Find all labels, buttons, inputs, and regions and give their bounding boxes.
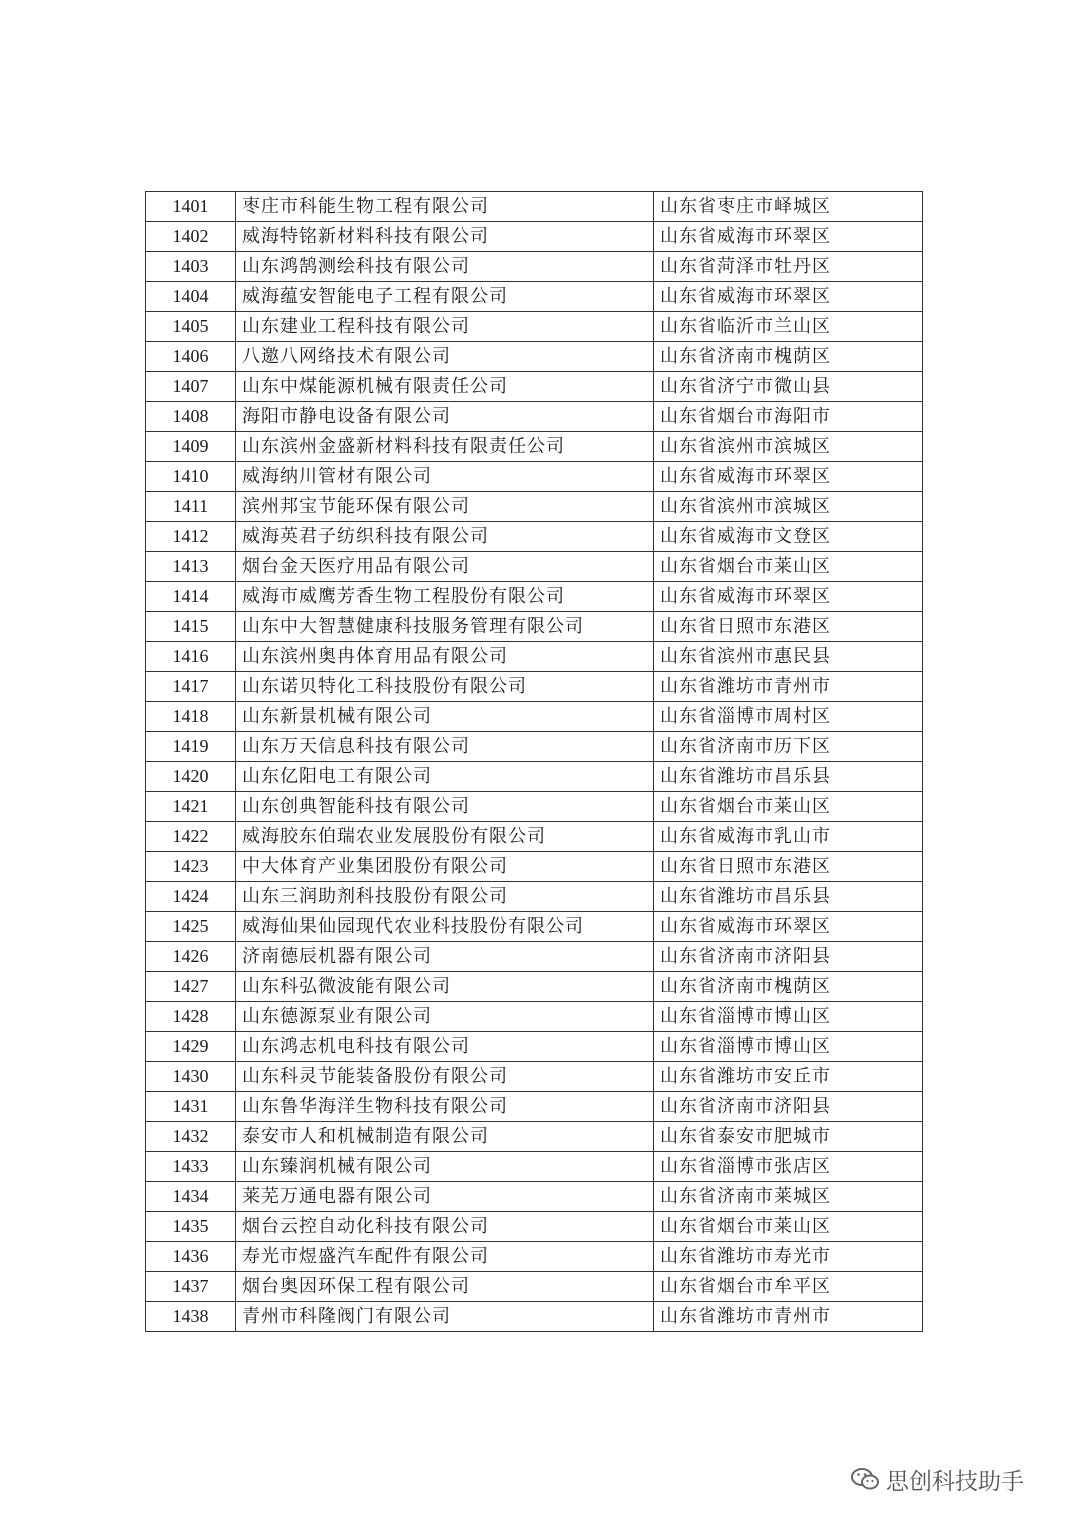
table-row — [146, 582, 923, 612]
table-row — [146, 522, 923, 552]
company-location: 山东省滨州市惠民县 — [654, 642, 923, 672]
company-name: 寿光市煜盛汽车配件有限公司 — [236, 1242, 654, 1272]
table-row — [146, 372, 923, 402]
company-location: 山东省淄博市张店区 — [654, 1152, 923, 1182]
table-row — [146, 972, 923, 1002]
table-row — [146, 1152, 923, 1182]
company-location: 山东省烟台市莱山区 — [654, 792, 923, 822]
table-row — [146, 1272, 923, 1302]
row-number: 1431 — [146, 1092, 236, 1122]
table-row — [146, 1302, 923, 1332]
table-row — [146, 1242, 923, 1272]
company-location: 山东省威海市环翠区 — [654, 282, 923, 312]
row-number: 1416 — [146, 642, 236, 672]
company-name: 滨州邦宝节能环保有限公司 — [236, 492, 654, 522]
row-number: 1414 — [146, 582, 236, 612]
company-name: 山东鸿鹄测绘科技有限公司 — [236, 252, 654, 282]
company-name: 烟台奥因环保工程有限公司 — [236, 1272, 654, 1302]
table-row — [146, 852, 923, 882]
table-row — [146, 822, 923, 852]
company-location: 山东省济南市济阳县 — [654, 1092, 923, 1122]
company-name: 山东中大智慧健康科技服务管理有限公司 — [236, 612, 654, 642]
company-location: 山东省威海市乳山市 — [654, 822, 923, 852]
table-row — [146, 462, 923, 492]
company-name: 八邀八网络技术有限公司 — [236, 342, 654, 372]
row-number: 1411 — [146, 492, 236, 522]
table-row — [146, 222, 923, 252]
row-number: 1405 — [146, 312, 236, 342]
company-location: 山东省济南市槐荫区 — [654, 972, 923, 1002]
table-row — [146, 1092, 923, 1122]
row-number: 1438 — [146, 1302, 236, 1332]
table-row — [146, 612, 923, 642]
row-number: 1425 — [146, 912, 236, 942]
company-name: 威海英君子纺织科技有限公司 — [236, 522, 654, 552]
row-number: 1403 — [146, 252, 236, 282]
row-number: 1404 — [146, 282, 236, 312]
company-location: 山东省烟台市牟平区 — [654, 1272, 923, 1302]
company-location: 山东省潍坊市安丘市 — [654, 1062, 923, 1092]
company-name: 山东滨州奥冉体育用品有限公司 — [236, 642, 654, 672]
company-location: 山东省威海市环翠区 — [654, 912, 923, 942]
company-location: 山东省潍坊市青州市 — [654, 672, 923, 702]
company-name: 海阳市静电设备有限公司 — [236, 402, 654, 432]
company-location: 山东省枣庄市峄城区 — [654, 192, 923, 222]
table-row — [146, 792, 923, 822]
row-number: 1432 — [146, 1122, 236, 1152]
row-number: 1415 — [146, 612, 236, 642]
table-row — [146, 342, 923, 372]
company-name: 威海特铭新材料科技有限公司 — [236, 222, 654, 252]
company-name: 山东三润助剂科技股份有限公司 — [236, 882, 654, 912]
company-location: 山东省济南市历下区 — [654, 732, 923, 762]
company-location: 山东省滨州市滨城区 — [654, 432, 923, 462]
company-name: 山东创典智能科技有限公司 — [236, 792, 654, 822]
company-name: 中大体育产业集团股份有限公司 — [236, 852, 654, 882]
company-name: 山东诺贝特化工科技股份有限公司 — [236, 672, 654, 702]
table-row — [146, 942, 923, 972]
table-row — [146, 672, 923, 702]
company-location: 山东省淄博市博山区 — [654, 1032, 923, 1062]
company-location: 山东省日照市东港区 — [654, 612, 923, 642]
company-location: 山东省日照市东港区 — [654, 852, 923, 882]
company-name: 威海仙果仙园现代农业科技股份有限公司 — [236, 912, 654, 942]
company-location: 山东省烟台市海阳市 — [654, 402, 923, 432]
table-row — [146, 1182, 923, 1212]
row-number: 1417 — [146, 672, 236, 702]
company-location: 山东省济南市槐荫区 — [654, 342, 923, 372]
company-location: 山东省菏泽市牡丹区 — [654, 252, 923, 282]
company-name: 山东亿阳电工有限公司 — [236, 762, 654, 792]
row-number: 1407 — [146, 372, 236, 402]
company-location: 山东省威海市文登区 — [654, 522, 923, 552]
table-row — [146, 1032, 923, 1062]
company-location: 山东省济宁市微山县 — [654, 372, 923, 402]
company-name: 枣庄市科能生物工程有限公司 — [236, 192, 654, 222]
company-location: 山东省潍坊市昌乐县 — [654, 762, 923, 792]
company-name: 威海蕴安智能电子工程有限公司 — [236, 282, 654, 312]
company-name: 泰安市人和机械制造有限公司 — [236, 1122, 654, 1152]
row-number: 1428 — [146, 1002, 236, 1032]
row-number: 1418 — [146, 702, 236, 732]
table-row — [146, 282, 923, 312]
company-name: 威海纳川管材有限公司 — [236, 462, 654, 492]
table-row — [146, 912, 923, 942]
company-location: 山东省烟台市莱山区 — [654, 552, 923, 582]
company-location: 山东省潍坊市青州市 — [654, 1302, 923, 1332]
table-row — [146, 882, 923, 912]
company-location: 山东省泰安市肥城市 — [654, 1122, 923, 1152]
company-location: 山东省烟台市莱山区 — [654, 1212, 923, 1242]
company-location: 山东省潍坊市寿光市 — [654, 1242, 923, 1272]
company-name: 山东鸿志机电科技有限公司 — [236, 1032, 654, 1062]
wechat-icon — [850, 1466, 880, 1492]
company-name: 山东万天信息科技有限公司 — [236, 732, 654, 762]
company-list-table — [145, 191, 923, 1332]
table-row — [146, 1122, 923, 1152]
company-name: 威海市威鹰芳香生物工程股份有限公司 — [236, 582, 654, 612]
company-location: 山东省潍坊市昌乐县 — [654, 882, 923, 912]
row-number: 1421 — [146, 792, 236, 822]
company-location: 山东省济南市济阳县 — [654, 942, 923, 972]
row-number: 1408 — [146, 402, 236, 432]
row-number: 1419 — [146, 732, 236, 762]
table-row — [146, 432, 923, 462]
table-row — [146, 1062, 923, 1092]
company-location: 山东省威海市环翠区 — [654, 222, 923, 252]
row-number: 1426 — [146, 942, 236, 972]
company-name: 山东滨州金盛新材料科技有限责任公司 — [236, 432, 654, 462]
company-location: 山东省淄博市博山区 — [654, 1002, 923, 1032]
row-number: 1413 — [146, 552, 236, 582]
row-number: 1406 — [146, 342, 236, 372]
table-row — [146, 402, 923, 432]
company-location: 山东省威海市环翠区 — [654, 582, 923, 612]
table-row — [146, 492, 923, 522]
company-location: 山东省济南市莱城区 — [654, 1182, 923, 1212]
row-number: 1433 — [146, 1152, 236, 1182]
company-name: 青州市科隆阀门有限公司 — [236, 1302, 654, 1332]
watermark-text: 思创科技助手 — [886, 1468, 1024, 1495]
company-name: 山东科弘微波能有限公司 — [236, 972, 654, 1002]
table-row — [146, 732, 923, 762]
company-name: 山东建业工程科技有限公司 — [236, 312, 654, 342]
row-number: 1427 — [146, 972, 236, 1002]
row-number: 1434 — [146, 1182, 236, 1212]
company-name: 烟台金天医疗用品有限公司 — [236, 552, 654, 582]
table-row — [146, 762, 923, 792]
row-number: 1412 — [146, 522, 236, 552]
company-name: 莱芜万通电器有限公司 — [236, 1182, 654, 1212]
row-number: 1424 — [146, 882, 236, 912]
row-number: 1409 — [146, 432, 236, 462]
table-row — [146, 1002, 923, 1032]
company-location: 山东省滨州市滨城区 — [654, 492, 923, 522]
row-number: 1410 — [146, 462, 236, 492]
table-row — [146, 702, 923, 732]
table-row — [146, 552, 923, 582]
row-number: 1436 — [146, 1242, 236, 1272]
table-row — [146, 252, 923, 282]
row-number: 1437 — [146, 1272, 236, 1302]
row-number: 1435 — [146, 1212, 236, 1242]
company-name: 山东臻润机械有限公司 — [236, 1152, 654, 1182]
row-number: 1430 — [146, 1062, 236, 1092]
company-location: 山东省临沂市兰山区 — [654, 312, 923, 342]
row-number: 1423 — [146, 852, 236, 882]
table-row — [146, 192, 923, 222]
table-body — [146, 192, 923, 1332]
table-row — [146, 1212, 923, 1242]
row-number: 1422 — [146, 822, 236, 852]
company-name: 烟台云控自动化科技有限公司 — [236, 1212, 654, 1242]
company-name: 山东德源泵业有限公司 — [236, 1002, 654, 1032]
table-row — [146, 642, 923, 672]
company-location: 山东省淄博市周村区 — [654, 702, 923, 732]
company-name: 山东新景机械有限公司 — [236, 702, 654, 732]
company-name: 山东中煤能源机械有限责任公司 — [236, 372, 654, 402]
company-name: 威海胶东伯瑞农业发展股份有限公司 — [236, 822, 654, 852]
company-name: 山东科灵节能装备股份有限公司 — [236, 1062, 654, 1092]
company-name: 山东鲁华海洋生物科技有限公司 — [236, 1092, 654, 1122]
company-location: 山东省威海市环翠区 — [654, 462, 923, 492]
row-number: 1401 — [146, 192, 236, 222]
company-name: 济南德辰机器有限公司 — [236, 942, 654, 972]
table-row — [146, 312, 923, 342]
row-number: 1420 — [146, 762, 236, 792]
row-number: 1429 — [146, 1032, 236, 1062]
row-number: 1402 — [146, 222, 236, 252]
watermark — [850, 1462, 1024, 1496]
